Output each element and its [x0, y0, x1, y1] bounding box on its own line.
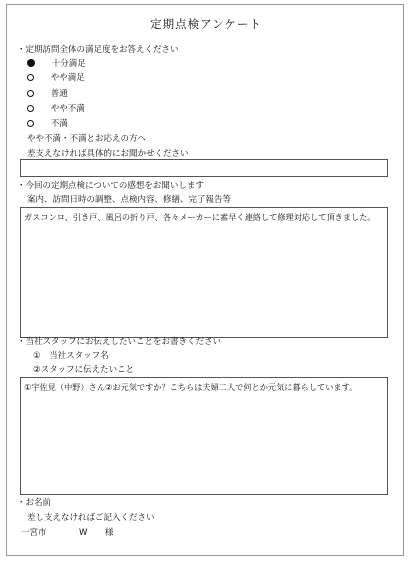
- option-label: 不満: [50, 119, 68, 129]
- staff-message-answer-field[interactable]: ①宇佐見（中野）さん②お元気ですか？こちらは夫婦二人で何とか元気に暮らしています。: [20, 377, 388, 495]
- option-label: 普通: [50, 89, 68, 99]
- staff-message-item: ②スタッフに伝えたいこと: [33, 365, 135, 375]
- staff-name-item: ① 当社スタッフ名: [33, 351, 109, 361]
- dissatisfaction-answer-field[interactable]: [20, 159, 388, 177]
- selected-radio-icon: [27, 59, 35, 67]
- question-name: ・お名前: [17, 498, 52, 508]
- followup-note: やや不満・不満とお応えの方へ: [27, 134, 147, 144]
- impressions-answer-field[interactable]: ガスコンロ、引き戸、風呂の折り戸、各々メーカーに素早く連絡して修理対応して頂きました。: [20, 207, 388, 338]
- option-label: 十分満足: [51, 59, 86, 69]
- satisfaction-option[interactable]: [27, 105, 85, 114]
- survey-form: [6, 4, 404, 556]
- name-city: 一宮市: [21, 528, 47, 538]
- question-satisfaction: ・定期訪問全体の満足度をお答えください: [17, 45, 179, 55]
- satisfaction-option[interactable]: [27, 120, 68, 129]
- option-label: やや不満: [50, 104, 85, 114]
- question-impressions-detail: 案内、訪問日時の調整、点検内容、修繕、完了報告等: [27, 195, 232, 205]
- radio-icon: [27, 74, 34, 81]
- radio-icon: [27, 105, 34, 112]
- form-title: 定期点検アンケート: [150, 17, 262, 31]
- question-message-to-staff: ・当社スタッフにお伝えしたいことをお書きください: [17, 337, 222, 347]
- name-honorific: 様: [105, 528, 114, 538]
- question-name-detail: 差し支えなければご記入ください: [27, 513, 155, 523]
- satisfaction-option[interactable]: [27, 74, 85, 83]
- satisfaction-option[interactable]: [27, 59, 86, 69]
- option-label: やや満足: [50, 73, 85, 83]
- question-impressions: ・今回の定期点検についての感想をお聞いします: [17, 181, 204, 191]
- followup-prompt: 差支えなければ具体的にお聞かせください: [27, 149, 189, 159]
- radio-icon: [27, 120, 34, 127]
- radio-icon: [27, 90, 34, 97]
- name-initial: W: [79, 528, 88, 538]
- satisfaction-option[interactable]: [27, 90, 68, 99]
